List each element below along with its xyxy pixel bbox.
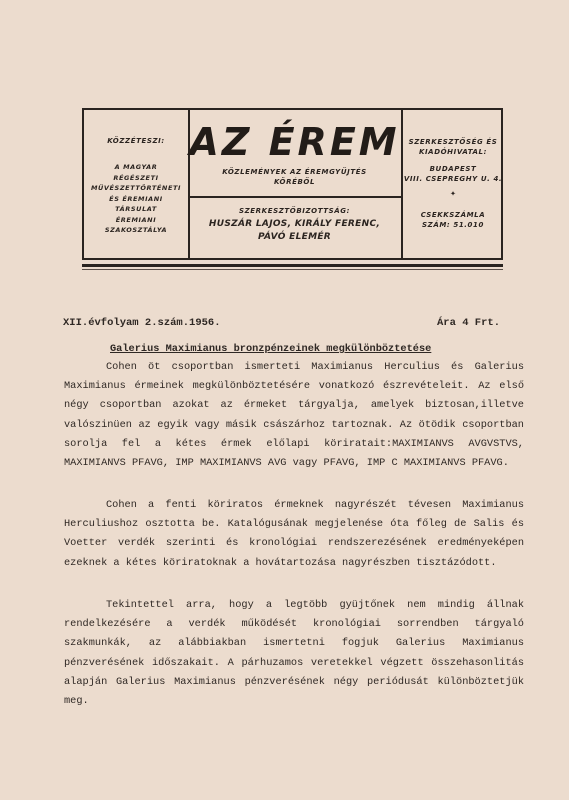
paragraph [64,496,524,573]
paragraph-text: Tekintettel arra, hogy a legtöbb gyüjtőnek nem mindig állnak rendelkezésére a verdék működését kronológiai sorrendben tárgyaló szakmunkák, az alábbiakban ismertetni fogjuk Galerius Maximianus pénzverésének időszakait. A párhuzamos veretekkel végzett összehasonlitás alapján Galerius Maximianus pénzverésének négy periódusát különböztetjük meg. [64,599,524,708]
price-info: Ára 4 Frt. [437,317,501,329]
office-heading-line: SZERKESZTŐSÉG ÉS [408,138,498,146]
masthead-publisher-column [84,110,190,258]
publisher-line: ÉREMIANI [115,215,157,224]
issue-info: XII.évfolyam 2.szám.1956. [63,317,221,329]
editorial-board-heading: SZERKESZTŐBIZOTTSÁG: [238,207,351,215]
account-line: CSEKKSZÁMLA [420,211,486,219]
journal-title: AZ ÉREM [189,120,400,164]
masthead-rule [82,264,503,267]
masthead-rule-thin [82,269,503,270]
office-heading [403,137,503,157]
publisher-line: A MAGYAR [114,163,158,171]
account-line: SZÁM: 51.010 [422,221,484,229]
subtitle-line: KÖRÉBŐL [273,178,316,186]
publisher-line: SZAKOSZTÁLYA [104,226,168,234]
bank-account [403,210,503,230]
publisher-line: RÉGÉSZETI [113,173,159,182]
journal-subtitle [188,167,401,187]
publisher-name [84,162,188,236]
masthead-title-column [188,110,401,258]
publisher-line: MŰVÉSZETTÖRTÉNETI [90,184,182,192]
address-line: VIII. CSEPREGHY U. 4. [403,175,503,183]
paragraph-text: Cohen öt csoportban ismerteti Maximianus Herculius és Galerius Maximianus érmeinek megkülönböztetésére vonatkozó észrevételeit. Az első négy csoportban azokat az érmeket tárgyalja, amelyek biztosan,illetve valószinüen az egyik vagy másik császárhoz tartoznak. Az ötödik csoportban sorolja fel a kétes érmek előlapi köriratait:MAXIMIANVS AVGVSTVS, MAXIMIANVS PFAVG, IMP MAXIMIANVS AVG vagy PFAVG, IMP C MAXIMIANVS PFAVG. [64,361,524,470]
editors-line: HUSZÁR LAJOS, KIRÁLY FERENC, [208,219,381,229]
address-line: BUDAPEST [429,165,477,173]
office-heading-line: KIADÓHIVATAL: [418,148,488,156]
publisher-line: ÉS ÉREMIANI [109,194,163,203]
paragraph-text: Cohen a fenti köriratos érmeknek nagyrészét tévesen Maximianus Herculiushoz osztotta be. Katalógusának megjelenése óta főleg de Salis és Voetter verdék szerinti és kronológiai rendszerezésének eredményeképen ezeknek a kétes köriratoknak a hovátartozása nagyrészben tisztázódott. [64,499,524,569]
publisher-line: TÁRSULAT [115,205,157,213]
masthead-divider [188,196,401,198]
masthead [82,108,503,260]
editorial-board-names [194,218,395,244]
paragraph [64,358,524,473]
paragraph [64,596,524,711]
article-heading: Galerius Maximianus bronzpénzeinek megkülönböztetése [110,343,432,355]
ornament-icon: ✦ [449,189,457,200]
masthead-office-column [401,110,503,258]
subtitle-line: KÖZLEMÉNYEK AZ ÉREMGYŰJTÉS [222,168,367,176]
office-address [403,164,503,184]
editors-line: PÁVÓ ELEMÉR [257,232,332,242]
publisher-heading: KÖZZÉTESZI: [107,137,165,145]
